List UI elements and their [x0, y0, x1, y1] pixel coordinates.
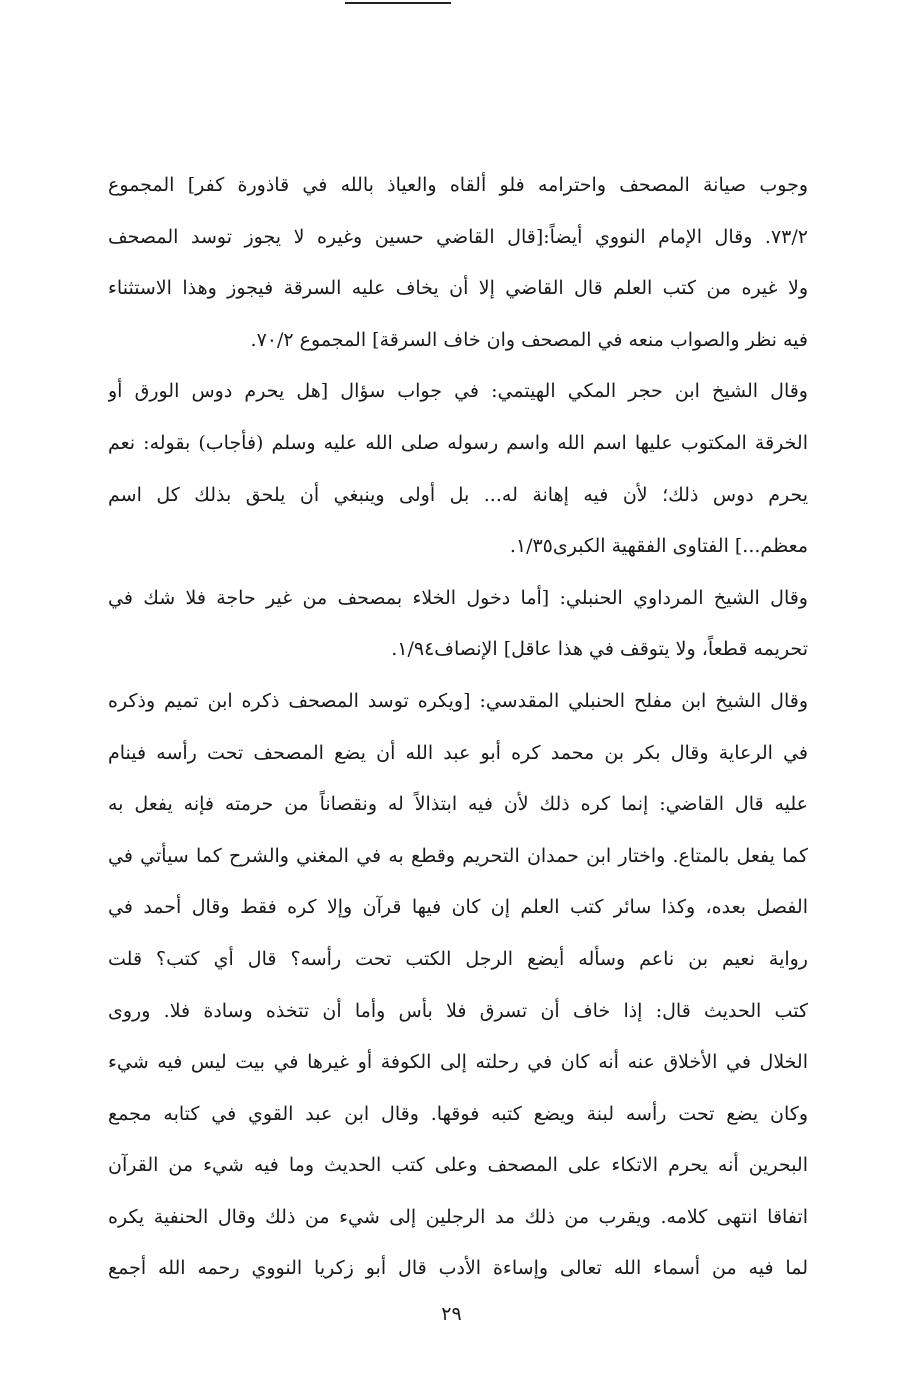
text-line: البحرين أنه يحرم الاتكاء على المصحف وعلى كتب الحديث وما فيه شيء من القرآن — [108, 1154, 808, 1177]
text-line: رواية نعيم بن ناعم وسأله أيضع الرجل الكتب تحت رأسه؟ قال أي كتب؟ قلت — [108, 947, 808, 970]
body-text — [108, 162, 808, 1297]
text-line: الخلال في الأخلاق عنه أنه كان في رحلته إلى الكوفة أو غيرها في بيت ليس فيه شيء — [108, 1051, 808, 1074]
text-line: فيه نظر والصواب منعه في المصحف وان خاف السرقة] المجموع ٧٠/٢. — [250, 328, 808, 351]
text-line: كتب الحديث قال: إذا خاف أن تسرق فلا بأس وأما أن تتخذه وسادة فلا. وروى — [108, 999, 808, 1022]
text-line: كما يفعل بالمتاع. واختار ابن حمدان التحريم وقطع به في المغني والشرح كما سيأتي في — [108, 844, 808, 867]
text-line: تحريمه قطعاً، ولا يتوقف في هذا عاقل] الإنصاف١/٩٤. — [391, 638, 808, 661]
text-line: وقال الشيخ المرداوي الحنبلي: [أما دخول الخلاء بمصحف من غير حاجة فلا شك في — [108, 586, 808, 609]
text-line: وقال الشيخ ابن حجر المكي الهيتمي: في جواب سؤال [هل يحرم دوس الورق أو — [108, 380, 808, 403]
text-line: ٧٣/٢. وقال الإمام النووي أيضاً:[قال القاضي حسين وغيره لا يجوز توسد المصحف — [108, 225, 808, 248]
text-line: في الرعاية وقال بكر بن محمد كره أبو عبد الله أن يضع المصحف تحت رأسه فينام — [108, 741, 808, 764]
text-line: اتفاقا انتهى كلامه. ويقرب من ذلك مد الرجلين إلى شيء من ذلك وقال الحنفية يكره — [108, 1205, 808, 1228]
text-line: عليه قال القاضي: إنما كره ذلك لأن فيه ابتذالاً له ونقصاناً من حرمته فإنه يفعل به — [108, 793, 808, 816]
text-line: وكان يضع تحت رأسه لبنة ويضع كتبه فوقها. وقال ابن عبد القوي في كتابه مجمع — [108, 1102, 808, 1125]
page-number: ٢٩ — [441, 1303, 462, 1325]
text-line: معظم...] الفتاوى الفقهية الكبرى١/٣٥. — [509, 535, 808, 558]
text-line: الخرقة المكتوب عليها اسم الله واسم رسوله صلى الله عليه وسلم (فأجاب) بقوله: نعم — [108, 431, 808, 454]
text-line: يحرم دوس ذلك؛ لأن فيه إهانة له... بل أولى وينبغي أن يلحق بذلك كل اسم — [108, 483, 808, 506]
text-line: لما فيه من أسماء الله تعالى وإساءة الأدب قال أبو زكريا النووي رحمه الله أجمع — [108, 1257, 808, 1280]
text-line: ولا غيره من كتب العلم قال القاضي إلا أن يخاف عليه السرقة فيجوز وهذا الاستثناء — [108, 277, 808, 300]
text-line: وجوب صيانة المصحف واحترامه فلو ألقاه والعياذ بالله في قاذورة كفر] المجموع — [108, 174, 808, 196]
text-line: الفصل بعده، وكذا سائر كتب العلم إن كان فيها قرآن وإلا كره فقط وقال أحمد في — [108, 896, 808, 919]
header-rule — [345, 2, 451, 4]
text-line: وقال الشيخ ابن مفلح الحنبلي المقدسي: [ويكره توسد المصحف ذكره ابن تميم وذكره — [108, 689, 808, 712]
